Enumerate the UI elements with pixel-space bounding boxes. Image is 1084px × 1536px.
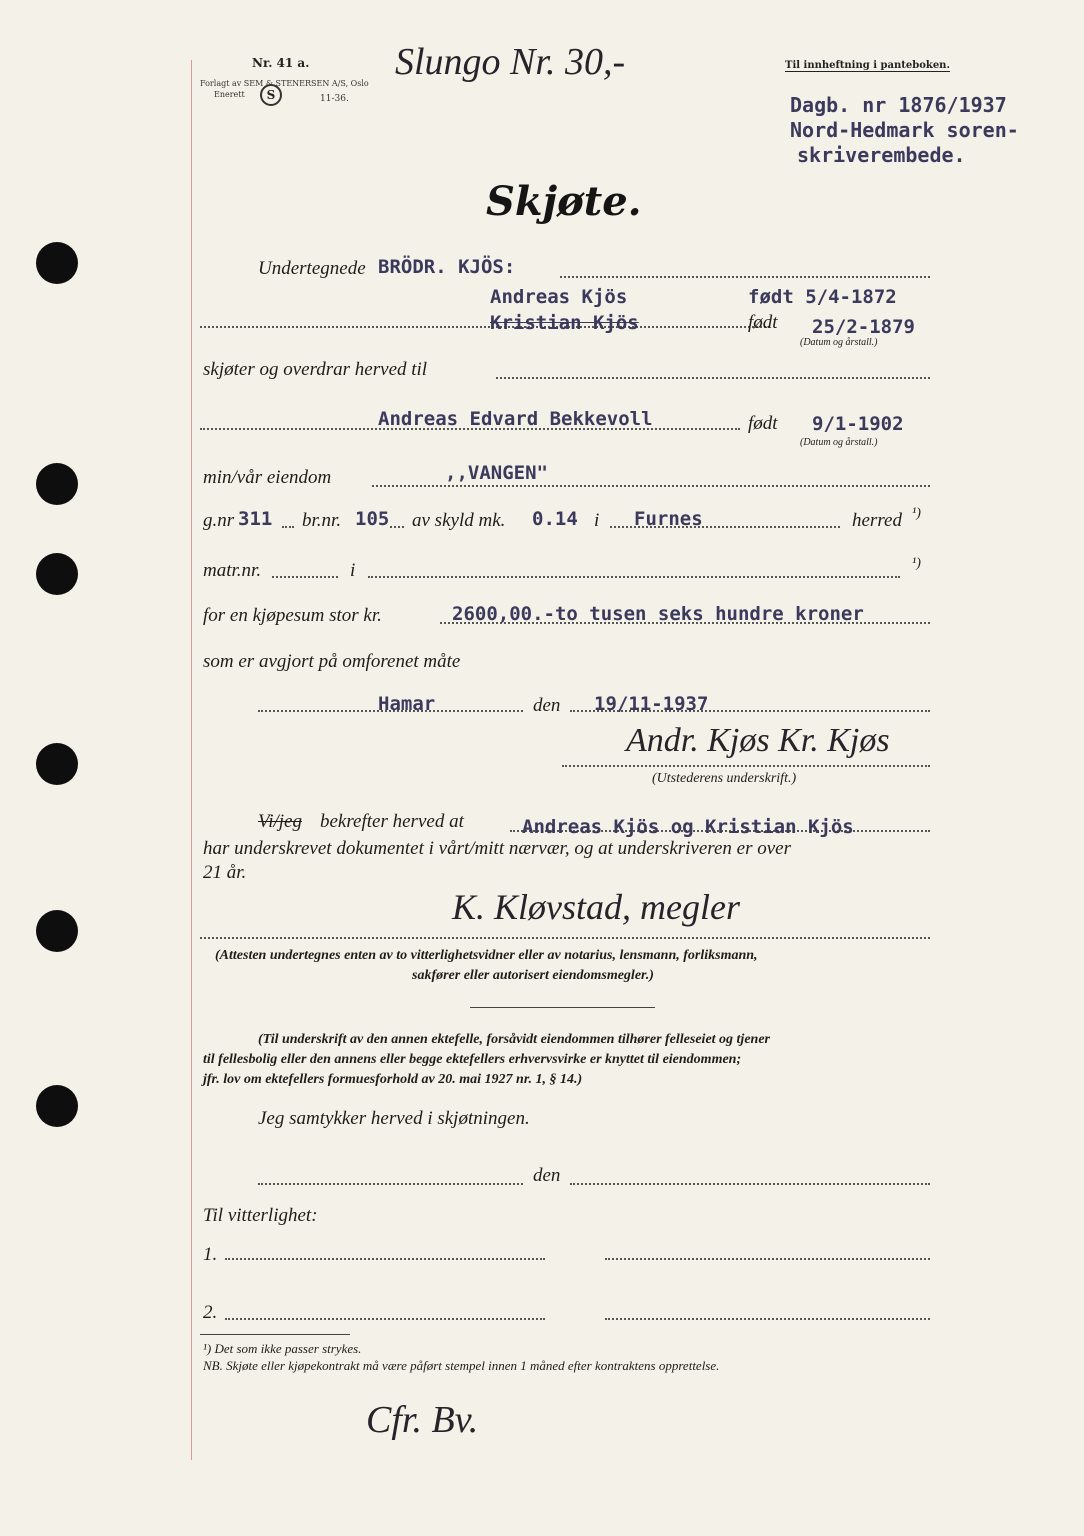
gnr-value: 311 [238,508,273,530]
section-divider [470,1007,655,1008]
footnote-nb: NB. Skjøte eller kjøpekontrakt må være påført stempel innen 1 måned efter kontraktens opprettelse. [203,1358,720,1373]
footnote-mark: ¹) [912,506,921,521]
matr-dotted-line [272,576,338,578]
margin-rule [191,60,192,1460]
confirm-label: bekrefter herved at [320,811,464,832]
confirm-names: Andreas Kjös og Kristian Kjös [522,816,854,838]
witness1-second-dotted-line [605,1258,930,1260]
registry-office-line1: Nord-Hedmark soren- [790,118,1019,142]
footnote-divider [200,1334,350,1335]
undersigned-dotted-line [560,276,930,278]
property-dotted-line [372,485,930,487]
document-title: Skjøte. [486,178,642,225]
born-label: født [748,312,778,333]
witness-label: Til vitterlighet: [203,1205,318,1226]
undersigned-label: Undertegnede [258,258,366,279]
seller2-birth: 25/2-1879 [812,316,915,338]
bnr-label: br.nr. [302,510,342,531]
consent-date-dotted-line [570,1183,930,1185]
registry-office-line2: skriverembede. [797,143,966,167]
price-value: 2600,00.-to tusen seks hundre kroner [452,603,864,625]
spouse-note: til fellesbolig eller den annens eller begge ektefellers erhvervsvirke er knyttet til eiendommen; [203,1052,742,1067]
publisher-line: Forlagt av SEM & STENERSEN A/S, Oslo [200,79,369,88]
footnote-text: ¹) Det som ikke passer strykes. [203,1341,362,1356]
seller1-name: Andreas Kjös [490,286,628,308]
handwritten-reference: Slungo Nr. 30,- [395,41,626,83]
consent-label: Jeg samtykker herved i skjøtningen. [258,1108,530,1129]
skyld-label: av skyld mk. [412,510,506,531]
date-value: 19/11-1937 [594,693,709,715]
witness2-second-dotted-line [605,1318,930,1320]
den-label: den [533,695,561,716]
witness2-dotted-line [225,1318,545,1320]
buyer-name: Andreas Edvard Bekkevoll [378,408,653,430]
bnr-dotted-line [390,526,404,528]
confirm-prefix: Vi/jeg [258,811,302,832]
attest-note: (Attesten undertegnes enten av to vitterlighetsvidner eller av notarius, lensmann, forliksmann, [215,948,758,963]
in-label: i [350,560,356,581]
transfer-dotted-line [496,377,930,379]
date-hint: (Datum og årstall.) [800,437,878,448]
punch-hole [36,553,78,595]
signature-dotted-line [562,765,930,767]
property-name: ,,VANGEN" [445,462,548,484]
den-label: den [533,1165,561,1186]
spouse-note: jfr. lov om ektefellers formuesforhold av 20. mai 1927 nr. 1, § 14.) [203,1072,583,1087]
seller1-birth: født 5/4-1872 [748,286,897,308]
issuer-signature: Andr. Kjøs Kr. Kjøs [626,722,890,759]
punch-hole [36,910,78,952]
attest-dotted-line [200,937,930,939]
in-label: i [594,510,600,531]
undersigned-value: BRÖDR. KJÖS: [378,256,516,278]
publisher-date: 11-36. [320,94,349,104]
form-number: Nr. 41 a. [252,56,310,70]
registrar-initials: Cfr. Bv. [366,1399,479,1441]
gnr-dotted-line [282,526,294,528]
skyld-value: 0.14 [532,508,578,530]
date-hint: (Datum og årstall.) [800,337,878,348]
matr-place-dotted-line [368,576,900,578]
place-value: Hamar [378,693,436,715]
age-line: 21 år. [203,862,247,883]
herred-label: herred [852,510,902,531]
buyer-birth: 9/1-1902 [812,413,904,435]
publisher-rights: Enerett [214,90,245,99]
witness1-dotted-line [225,1258,545,1260]
attest-note: sakfører eller autorisert eiendomsmegler.) [412,968,654,983]
spouse-note: (Til underskrift av den annen ektefelle, forsåvidt eiendommen tilhører felleseiet og tjener [258,1032,770,1047]
footnote-mark: ¹) [912,556,921,571]
witness-number: 1. [203,1244,218,1265]
punch-hole [36,242,78,284]
bnr-value: 105 [355,508,390,530]
seller2-dotted-line [200,326,770,328]
binding-note: Til innheftning i panteboken. [785,60,950,71]
gnr-label: g.nr [203,510,235,531]
punch-hole [36,743,78,785]
matr-label: matr.nr. [203,560,262,581]
publisher-stamp-icon: S [260,84,282,106]
punch-hole [36,463,78,505]
signature-caption: (Utstederens underskrift.) [652,771,797,786]
property-label: min/vår eiendom [203,467,332,488]
consent-place-dotted-line [258,1183,523,1185]
witness-number: 2. [203,1302,218,1323]
price-label: for en kjøpesum stor kr. [203,605,382,626]
punch-hole [36,1085,78,1127]
herred-value: Furnes [634,508,703,530]
transfer-label: skjøter og overdrar herved til [203,359,428,380]
seller2-name: Kristian Kjös [490,312,639,334]
born-label: født [748,413,778,434]
settled-label: som er avgjort på omforenet måte [203,651,461,672]
witness-signature: K. Kløvstad, megler [452,887,740,927]
signed-line: har underskrevet dokumentet i vårt/mitt nærvær, og at underskriveren er over [203,838,792,859]
diary-number: Dagb. nr 1876/1937 [790,93,1007,117]
